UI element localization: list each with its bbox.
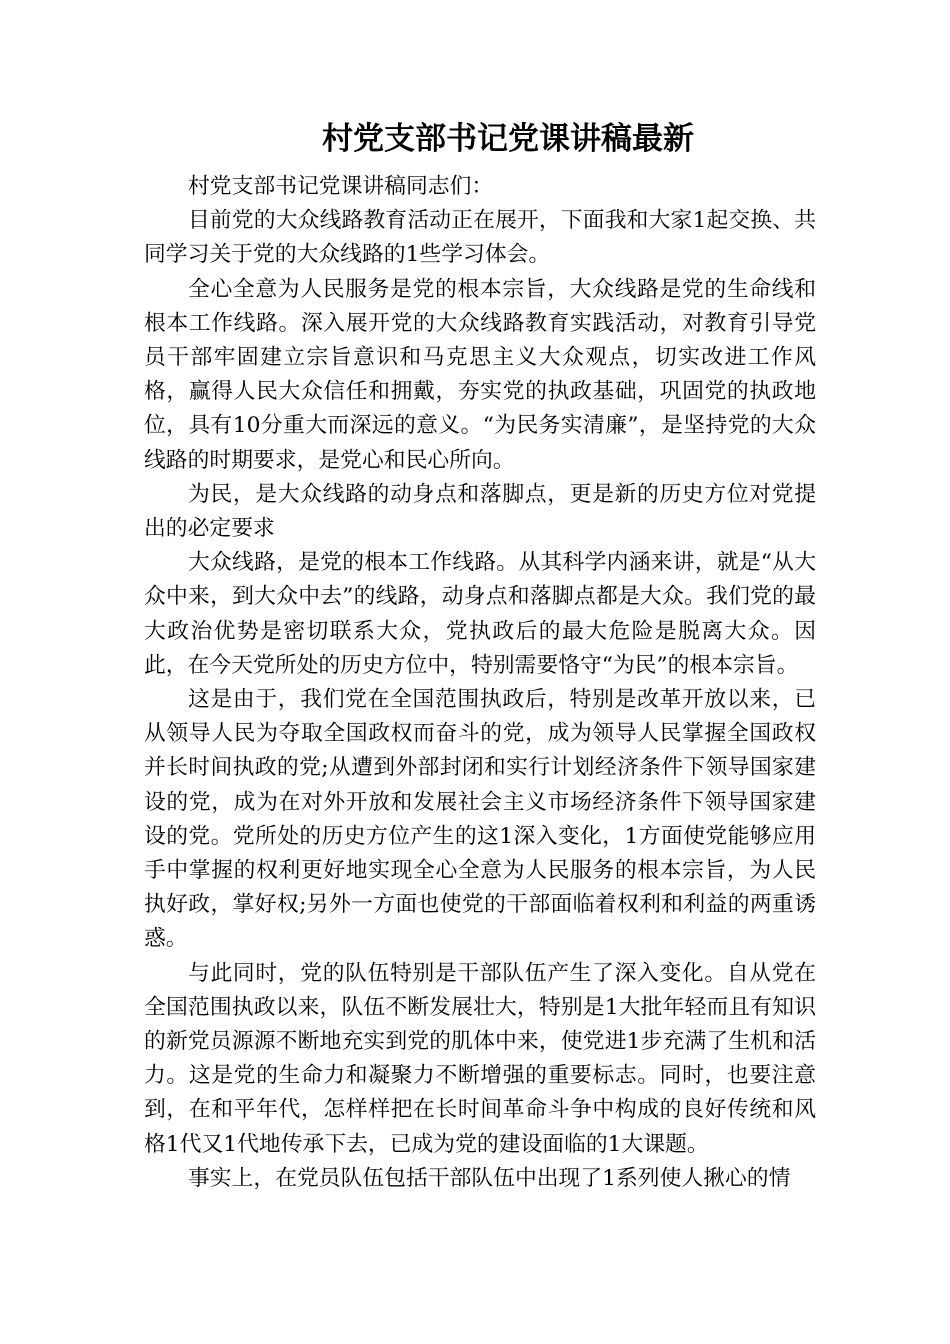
document-title: 村党支部书记党课讲稿最新	[322, 121, 694, 157]
paragraph-greeting: 村党支部书记党课讲稿同志们：	[188, 174, 494, 199]
document-body	[144, 170, 816, 1196]
paragraph: 全心全意为人民服务是党的根本宗旨，大众线路是党的生命线和根本工作线路。深入展开党的大众线路教育实践活动，对教育引导党员干部牢固建立宗旨意识和马克思主义大众观点，切实改进工作风格，赢得人民大众信任和拥戴，夯实党的执政基础，巩固党的执政地位，具有10分重大而深远的意义。“为民务实清廉”，是坚持党的大众线路的时期要求，是党心和民心所向。	[144, 276, 816, 473]
paragraph: 这是由于，我们党在全国范围执政后，特别是改革开放以来，已从领导人民为夺取全国政权而奋斗的党，成为领导人民掌握全国政权并长时间执政的党;从遭到外部封闭和实行计划经济条件下领导国家建设的党，成为在对外开放和发展社会主义市场经济条件下领导国家建设的党。党所处的历史方位产生的这1深入变化，1方面使党能够应用手中掌握的权利更好地实现全心全意为人民服务的根本宗旨，为人民执好政，掌好权;另外一方面也使党的干部面临着权利和利益的两重诱惑。	[144, 687, 816, 952]
paragraph: 目前党的大众线路教育活动正在展开，下面我和大家1起交换、共同学习关于党的大众线路的1些学习体会。	[144, 208, 816, 268]
paragraph: 大众线路，是党的根本工作线路。从其科学内涵来讲，就是“从大众中来，到大众中去”的线路，动身点和落脚点都是大众。我们党的最大政治优势是密切联系大众，党执政后的最大危险是脱离大众。因此，在今天党所处的历史方位中，特别需要恪守“为民”的根本宗旨。	[144, 550, 816, 678]
paragraph: 为民，是大众线路的动身点和落脚点，更是新的历史方位对党提出的必定要求	[144, 481, 816, 542]
paragraph: 事实上，在党员队伍包括干部队伍中出现了1系列使人揪心的情	[188, 1165, 791, 1191]
paragraph: 与此同时，党的队伍特别是干部队伍产生了深入变化。自从党在全国范围执政以来，队伍不断发展壮大，特别是1大批年轻而且有知识的新党员源源不断地充实到党的肌体中来，使党进1步充满了生机和活力。这是党的生命力和凝聚力不断增强的重要标志。同时，也要注意到，在和平年代，怎样样把在长时间革命斗争中构成的良好传统和风格1代又1代地传承下去，已成为党的建设面临的1大课题。	[144, 960, 816, 1157]
